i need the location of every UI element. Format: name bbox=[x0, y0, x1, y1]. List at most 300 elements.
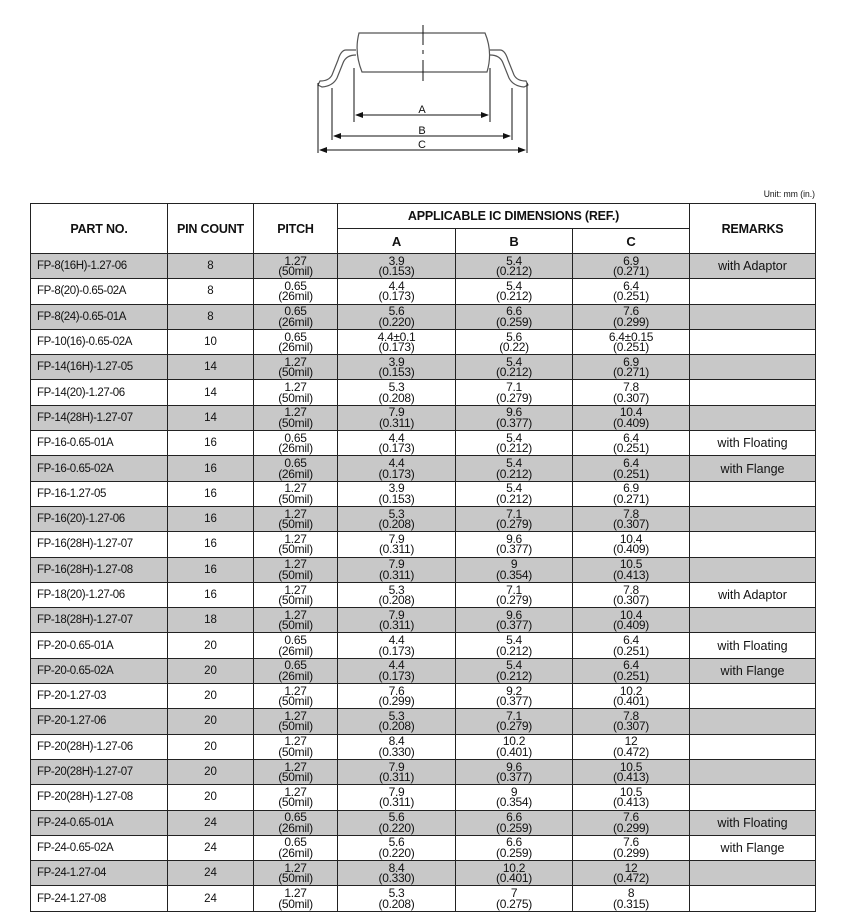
table-row bbox=[31, 506, 816, 531]
dimension-c-cell-inch: (0.409) bbox=[613, 542, 649, 557]
dimension-a-cell-mm: 4.4 bbox=[388, 633, 405, 648]
dimension-b-cell bbox=[456, 456, 573, 481]
dimension-label-c: C bbox=[418, 139, 426, 151]
dimension-a-cell-inch: (0.153) bbox=[378, 491, 415, 506]
remarks-cell: with Flange bbox=[690, 835, 816, 860]
dimension-c-cell bbox=[573, 279, 690, 304]
dimension-b-cell-inch: (0.212) bbox=[496, 441, 532, 456]
dimension-c-cell-mm: 7.6 bbox=[623, 810, 639, 825]
pitch-cell-inch: (50mil) bbox=[278, 871, 313, 886]
dimension-b-cell-inch: (0.279) bbox=[496, 719, 532, 734]
pitch-cell-inch: (50mil) bbox=[278, 390, 313, 405]
dimension-a-cell bbox=[338, 861, 456, 886]
dimension-c-cell-inch: (0.251) bbox=[613, 340, 649, 355]
table-body bbox=[31, 254, 816, 912]
dimension-c-cell-inch: (0.307) bbox=[613, 719, 649, 734]
pin-count-cell: 14 bbox=[168, 405, 254, 430]
dimension-b-cell-mm: 10.2 bbox=[502, 860, 526, 875]
pitch-cell-mm: 0.65 bbox=[284, 633, 307, 648]
part-number-cell: FP-8(16H)-1.27-06 bbox=[31, 254, 168, 279]
dimension-c-cell-inch: (0.271) bbox=[613, 264, 649, 279]
dimension-a-cell-mm: 4.4 bbox=[388, 456, 405, 471]
dimension-b-cell-mm: 7.1 bbox=[506, 506, 522, 521]
part-number-cell: FP-20-0.65-01A bbox=[31, 633, 168, 658]
dimension-c-cell-inch: (0.299) bbox=[613, 845, 649, 860]
pin-count-cell: 8 bbox=[168, 254, 254, 279]
part-number-cell: FP-16(20)-1.27-06 bbox=[31, 506, 168, 531]
dimension-a-cell-inch: (0.311) bbox=[378, 567, 415, 582]
dimension-b-cell bbox=[456, 861, 573, 886]
table-row bbox=[31, 759, 816, 784]
dimension-a-cell-inch: (0.173) bbox=[378, 643, 415, 658]
dimension-b-cell bbox=[456, 557, 573, 582]
pitch-cell-inch: (26mil) bbox=[278, 441, 313, 456]
remarks-cell: with Adaptor bbox=[690, 254, 816, 279]
dimension-b-cell bbox=[456, 633, 573, 658]
dimension-b-cell bbox=[456, 608, 573, 633]
remarks-cell bbox=[690, 734, 816, 759]
table-row bbox=[31, 254, 816, 279]
pin-count-cell: 16 bbox=[168, 532, 254, 557]
dimension-b-cell-mm: 9.6 bbox=[506, 531, 522, 546]
dimension-b-cell-inch: (0.212) bbox=[496, 289, 532, 304]
dimension-c-cell-inch: (0.271) bbox=[613, 365, 649, 380]
part-number-cell: FP-18(20)-1.27-06 bbox=[31, 582, 168, 607]
table-row bbox=[31, 709, 816, 734]
dimension-b-cell bbox=[456, 658, 573, 683]
dimension-b-cell-mm: 6.6 bbox=[506, 304, 522, 319]
pitch-cell bbox=[254, 254, 338, 279]
dimension-b-cell-inch: (0.212) bbox=[496, 491, 532, 506]
dimension-c-cell bbox=[573, 532, 690, 557]
dimension-a-cell bbox=[338, 405, 456, 430]
dimension-a-cell-mm: 5.6 bbox=[388, 835, 405, 850]
dimension-b-cell-mm: 5.4 bbox=[506, 430, 522, 445]
part-number-cell: FP-8(20)-0.65-02A bbox=[31, 279, 168, 304]
pitch-cell-inch: (50mil) bbox=[278, 365, 313, 380]
remarks-cell bbox=[690, 355, 816, 380]
dimension-a-cell-inch: (0.311) bbox=[378, 795, 415, 810]
dimension-b-cell-inch: (0.354) bbox=[496, 567, 532, 582]
dimension-b-cell bbox=[456, 709, 573, 734]
dimension-a-cell-inch: (0.173) bbox=[378, 340, 415, 355]
part-number-cell: FP-16-0.65-01A bbox=[31, 431, 168, 456]
pitch-cell-inch: (26mil) bbox=[278, 820, 313, 835]
dimension-a-cell-inch: (0.173) bbox=[378, 466, 415, 481]
dimension-a-cell bbox=[338, 329, 456, 354]
pin-count-cell: 20 bbox=[168, 633, 254, 658]
dimension-b-cell-mm: 7 bbox=[510, 886, 518, 901]
dimension-a-cell bbox=[338, 481, 456, 506]
dimension-a-cell-mm: 4.4 bbox=[388, 430, 405, 445]
pin-count-cell: 24 bbox=[168, 861, 254, 886]
pin-count-cell: 20 bbox=[168, 759, 254, 784]
remarks-cell bbox=[690, 684, 816, 709]
dimension-a-cell-inch: (0.153) bbox=[378, 365, 415, 380]
dimension-c-cell-inch: (0.409) bbox=[613, 415, 649, 430]
dimension-c-cell bbox=[573, 380, 690, 405]
dimension-b-cell bbox=[456, 279, 573, 304]
dimension-a-cell-mm: 7.6 bbox=[388, 683, 405, 698]
part-number-cell: FP-24-0.65-02A bbox=[31, 835, 168, 860]
remarks-cell: with Floating bbox=[690, 431, 816, 456]
dimension-c-cell-mm: 7.6 bbox=[623, 304, 639, 319]
dimension-a-cell bbox=[338, 684, 456, 709]
dimension-b-cell-inch: (0.22) bbox=[499, 340, 529, 355]
pitch-cell-inch: (26mil) bbox=[278, 340, 313, 355]
pitch-cell bbox=[254, 810, 338, 835]
pitch-cell-mm: 0.65 bbox=[284, 278, 307, 293]
part-number-cell: FP-18(28H)-1.27-07 bbox=[31, 608, 168, 633]
dimension-b-cell bbox=[456, 532, 573, 557]
ic-package-diagram bbox=[0, 0, 844, 165]
dimension-b-cell-inch: (0.259) bbox=[496, 820, 532, 835]
dimension-b-cell-mm: 5.4 bbox=[506, 456, 522, 471]
dimension-c-cell-mm: 6.4 bbox=[623, 658, 639, 673]
dimension-b-cell-mm: 5.4 bbox=[506, 278, 522, 293]
dimension-a-cell-inch: (0.173) bbox=[378, 441, 415, 456]
pin-count-cell: 16 bbox=[168, 582, 254, 607]
pitch-cell bbox=[254, 279, 338, 304]
pitch-cell bbox=[254, 709, 338, 734]
dimension-b-cell-mm: 9 bbox=[510, 784, 518, 799]
dimension-a-cell bbox=[338, 582, 456, 607]
dimension-b-cell bbox=[456, 355, 573, 380]
dimension-b-cell-inch: (0.212) bbox=[496, 466, 532, 481]
pin-count-cell: 18 bbox=[168, 608, 254, 633]
table-row bbox=[31, 861, 816, 886]
pitch-cell-mm: 1.27 bbox=[284, 708, 307, 723]
pitch-cell-mm: 1.27 bbox=[284, 405, 307, 420]
dimension-a-cell bbox=[338, 532, 456, 557]
dimension-b-cell bbox=[456, 481, 573, 506]
remarks-cell bbox=[690, 481, 816, 506]
dimension-b-cell-mm: 9 bbox=[510, 557, 518, 572]
header-pitch: PITCH bbox=[254, 204, 338, 254]
dimension-c-cell bbox=[573, 456, 690, 481]
part-number-cell: FP-16(28H)-1.27-08 bbox=[31, 557, 168, 582]
dimension-a-cell-inch: (0.153) bbox=[378, 264, 415, 279]
part-number-cell: FP-20-1.27-06 bbox=[31, 709, 168, 734]
dimension-b-cell bbox=[456, 304, 573, 329]
pitch-cell-mm: 1.27 bbox=[284, 253, 307, 268]
dimension-b-cell bbox=[456, 329, 573, 354]
pitch-cell-mm: 1.27 bbox=[284, 354, 307, 369]
table-row bbox=[31, 608, 816, 633]
adapter-dimensions-table bbox=[30, 203, 816, 912]
pitch-cell-inch: (50mil) bbox=[278, 593, 313, 607]
dimension-a-cell-mm: 8.4 bbox=[388, 734, 405, 749]
dimension-b-cell-mm: 6.6 bbox=[506, 810, 522, 825]
remarks-cell bbox=[690, 608, 816, 633]
dimension-b-cell-mm: 5.4 bbox=[506, 633, 522, 648]
dimension-a-cell-mm: 3.9 bbox=[388, 481, 405, 496]
dimension-a-cell bbox=[338, 734, 456, 759]
dimension-a-cell-inch: (0.330) bbox=[378, 871, 415, 886]
pitch-cell-inch: (50mil) bbox=[278, 415, 313, 430]
dimension-a-cell-mm: 5.3 bbox=[388, 380, 405, 395]
remarks-cell bbox=[690, 532, 816, 557]
pitch-cell bbox=[254, 456, 338, 481]
dimension-b-cell-mm: 5.4 bbox=[506, 253, 522, 268]
pitch-cell-inch: (50mil) bbox=[278, 795, 313, 810]
dimension-a-cell-mm: 7.9 bbox=[388, 607, 405, 622]
dimension-a-cell-mm: 7.9 bbox=[388, 759, 405, 774]
part-number-cell: FP-14(20)-1.27-06 bbox=[31, 380, 168, 405]
dimension-c-cell-inch: (0.251) bbox=[613, 466, 649, 481]
dimension-b-cell-inch: (0.279) bbox=[496, 517, 532, 532]
pitch-cell-inch: (50mil) bbox=[278, 744, 313, 759]
header-c: C bbox=[573, 229, 690, 254]
table-row bbox=[31, 405, 816, 430]
part-number-cell: FP-16-1.27-05 bbox=[31, 481, 168, 506]
pin-count-cell: 20 bbox=[168, 709, 254, 734]
dimension-c-cell-inch: (0.315) bbox=[613, 896, 649, 911]
dimension-a-cell-inch: (0.311) bbox=[378, 542, 415, 557]
pitch-cell bbox=[254, 633, 338, 658]
dimension-c-cell-inch: (0.251) bbox=[613, 289, 649, 304]
dimension-b-cell-inch: (0.401) bbox=[496, 871, 532, 886]
dimension-c-cell-inch: (0.307) bbox=[613, 593, 649, 607]
header-part-no: PART NO. bbox=[31, 204, 168, 254]
dimension-a-cell-mm: 3.9 bbox=[388, 354, 405, 369]
pitch-cell bbox=[254, 506, 338, 531]
dimension-a-cell-mm: 3.9 bbox=[388, 253, 405, 268]
pitch-cell-mm: 0.65 bbox=[284, 430, 307, 445]
pitch-cell-mm: 1.27 bbox=[284, 582, 307, 597]
dimension-a-cell-inch: (0.299) bbox=[378, 694, 415, 709]
header-dimensions: APPLICABLE IC DIMENSIONS (REF.) bbox=[338, 204, 690, 229]
pitch-cell-inch: (50mil) bbox=[278, 567, 313, 582]
table-row bbox=[31, 886, 816, 911]
dimension-a-cell-mm: 5.6 bbox=[388, 304, 405, 319]
pitch-cell-inch: (50mil) bbox=[278, 542, 313, 557]
remarks-cell: with Adaptor bbox=[690, 582, 816, 607]
remarks-cell: with Flange bbox=[690, 658, 816, 683]
dimension-b-cell bbox=[456, 405, 573, 430]
dimension-b-cell bbox=[456, 785, 573, 810]
pitch-cell-mm: 1.27 bbox=[284, 380, 307, 395]
dimension-c-cell-inch: (0.271) bbox=[613, 491, 649, 506]
remarks-cell bbox=[690, 304, 816, 329]
pitch-cell-mm: 1.27 bbox=[284, 481, 307, 496]
dimension-label-b: B bbox=[418, 125, 426, 137]
dimension-c-cell-inch: (0.307) bbox=[613, 517, 649, 532]
dimension-c-cell bbox=[573, 405, 690, 430]
dimension-b-cell bbox=[456, 835, 573, 860]
pitch-cell bbox=[254, 405, 338, 430]
dimension-a-cell bbox=[338, 709, 456, 734]
dimension-a-cell-mm: 5.3 bbox=[388, 708, 405, 723]
dimension-c-cell bbox=[573, 658, 690, 683]
pitch-cell bbox=[254, 329, 338, 354]
dimension-c-cell-mm: 6.9 bbox=[623, 481, 639, 496]
dimension-a-cell bbox=[338, 759, 456, 784]
pitch-cell-mm: 1.27 bbox=[284, 683, 307, 698]
part-number-cell: FP-24-0.65-01A bbox=[31, 810, 168, 835]
pin-count-cell: 14 bbox=[168, 380, 254, 405]
remarks-cell bbox=[690, 785, 816, 810]
dimension-b-cell bbox=[456, 582, 573, 607]
dimension-b-cell-inch: (0.377) bbox=[496, 770, 532, 785]
dimension-c-cell-mm: 6.4 bbox=[623, 633, 639, 648]
pitch-cell bbox=[254, 861, 338, 886]
table-row bbox=[31, 431, 816, 456]
dimension-b-cell bbox=[456, 431, 573, 456]
part-number-cell: FP-8(24)-0.65-01A bbox=[31, 304, 168, 329]
remarks-cell bbox=[690, 886, 816, 911]
dimension-b-cell-inch: (0.259) bbox=[496, 845, 532, 860]
pin-count-cell: 20 bbox=[168, 785, 254, 810]
part-number-cell: FP-24-1.27-08 bbox=[31, 886, 168, 911]
pitch-cell bbox=[254, 380, 338, 405]
dimension-c-cell bbox=[573, 785, 690, 810]
table-row bbox=[31, 532, 816, 557]
part-number-cell: FP-14(28H)-1.27-07 bbox=[31, 405, 168, 430]
dimension-c-cell-mm: 6.9 bbox=[623, 354, 639, 369]
dimension-a-cell-inch: (0.220) bbox=[378, 845, 415, 860]
pitch-cell bbox=[254, 304, 338, 329]
pitch-cell-mm: 1.27 bbox=[284, 759, 307, 774]
dimension-a-cell-mm: 5.3 bbox=[388, 582, 405, 597]
table-row bbox=[31, 582, 816, 607]
dimension-b-cell-inch: (0.212) bbox=[496, 264, 532, 279]
dimension-c-cell-mm: 10.4 bbox=[619, 607, 643, 622]
pitch-cell-mm: 1.27 bbox=[284, 607, 307, 622]
pitch-cell-inch: (26mil) bbox=[278, 314, 313, 329]
part-number-cell: FP-16(28H)-1.27-07 bbox=[31, 532, 168, 557]
pitch-cell-inch: (50mil) bbox=[278, 896, 313, 911]
part-number-cell: FP-20-1.27-03 bbox=[31, 684, 168, 709]
dimension-c-cell bbox=[573, 684, 690, 709]
pitch-cell bbox=[254, 785, 338, 810]
dimension-b-cell bbox=[456, 886, 573, 911]
dimension-b-cell-mm: 5.6 bbox=[506, 329, 522, 344]
pitch-cell-mm: 1.27 bbox=[284, 860, 307, 875]
dimension-c-cell-inch: (0.401) bbox=[613, 694, 649, 709]
dimension-c-cell-inch: (0.307) bbox=[613, 390, 649, 405]
pitch-cell-mm: 1.27 bbox=[284, 557, 307, 572]
dimension-a-cell bbox=[338, 456, 456, 481]
dimension-a-cell bbox=[338, 810, 456, 835]
pitch-cell-inch: (50mil) bbox=[278, 491, 313, 506]
dimension-c-cell bbox=[573, 633, 690, 658]
dimension-c-cell-inch: (0.299) bbox=[613, 314, 649, 329]
dimension-a-cell-mm: 5.6 bbox=[388, 810, 405, 825]
pitch-cell-mm: 1.27 bbox=[284, 784, 307, 799]
dimension-c-cell bbox=[573, 431, 690, 456]
header-a: A bbox=[338, 229, 456, 254]
pin-count-cell: 8 bbox=[168, 279, 254, 304]
dimension-c-cell-inch: (0.251) bbox=[613, 441, 649, 456]
dimension-c-cell-mm: 6.4 bbox=[623, 430, 639, 445]
pin-count-cell: 20 bbox=[168, 684, 254, 709]
table-row bbox=[31, 785, 816, 810]
dimension-c-cell bbox=[573, 329, 690, 354]
pin-count-cell: 16 bbox=[168, 431, 254, 456]
dimension-a-cell-inch: (0.173) bbox=[378, 668, 415, 683]
dimension-b-cell bbox=[456, 254, 573, 279]
dimension-c-cell-mm: 12 bbox=[624, 734, 638, 749]
dimension-a-cell bbox=[338, 658, 456, 683]
dimension-b-cell-mm: 5.4 bbox=[506, 354, 522, 369]
dimension-a-cell bbox=[338, 254, 456, 279]
pitch-cell-inch: (50mil) bbox=[278, 770, 313, 785]
remarks-cell bbox=[690, 279, 816, 304]
pin-count-cell: 14 bbox=[168, 355, 254, 380]
dimension-b-cell bbox=[456, 734, 573, 759]
pin-count-cell: 24 bbox=[168, 835, 254, 860]
part-number-cell: FP-16-0.65-02A bbox=[31, 456, 168, 481]
dimension-b-cell bbox=[456, 810, 573, 835]
pitch-cell-mm: 1.27 bbox=[284, 531, 307, 546]
pitch-cell-inch: (50mil) bbox=[278, 517, 313, 532]
dimension-c-cell-mm: 12 bbox=[624, 860, 638, 875]
dimension-c-cell-mm: 10.5 bbox=[619, 557, 643, 572]
table-row bbox=[31, 835, 816, 860]
pitch-cell-inch: (50mil) bbox=[278, 694, 313, 709]
table-row bbox=[31, 684, 816, 709]
part-number-cell: FP-24-1.27-04 bbox=[31, 861, 168, 886]
pitch-cell-mm: 0.65 bbox=[284, 810, 307, 825]
dimension-a-cell-inch: (0.208) bbox=[378, 517, 415, 532]
dimension-b-cell-mm: 7.1 bbox=[506, 582, 522, 597]
dimension-a-cell-inch: (0.208) bbox=[378, 593, 415, 607]
dimension-b-cell-inch: (0.401) bbox=[496, 744, 532, 759]
dimension-a-cell-inch: (0.208) bbox=[378, 390, 415, 405]
dimension-c-cell bbox=[573, 861, 690, 886]
dimension-c-cell bbox=[573, 582, 690, 607]
dimension-c-cell-mm: 10.5 bbox=[619, 784, 643, 799]
dimension-c-cell-mm: 6.9 bbox=[623, 253, 639, 268]
dimension-b-cell bbox=[456, 506, 573, 531]
dimension-a-cell bbox=[338, 557, 456, 582]
dimension-c-cell-inch: (0.413) bbox=[613, 770, 649, 785]
pitch-cell-inch: (26mil) bbox=[278, 289, 313, 304]
dimension-c-cell-mm: 10.4 bbox=[619, 405, 643, 420]
pitch-cell bbox=[254, 557, 338, 582]
dimension-b-cell bbox=[456, 380, 573, 405]
pitch-cell bbox=[254, 759, 338, 784]
pitch-cell-mm: 1.27 bbox=[284, 734, 307, 749]
dimension-b-cell-inch: (0.377) bbox=[496, 618, 532, 633]
pin-count-cell: 16 bbox=[168, 456, 254, 481]
dimension-b-cell-inch: (0.212) bbox=[496, 643, 532, 658]
dimension-b-cell-mm: 7.1 bbox=[506, 380, 522, 395]
dimension-a-cell-inch: (0.220) bbox=[378, 314, 415, 329]
remarks-cell bbox=[690, 861, 816, 886]
pin-count-cell: 10 bbox=[168, 329, 254, 354]
dimension-b-cell-inch: (0.377) bbox=[496, 694, 532, 709]
dimension-c-cell-inch: (0.251) bbox=[613, 643, 649, 658]
dimension-a-cell bbox=[338, 886, 456, 911]
dimension-a-cell bbox=[338, 304, 456, 329]
dimension-c-cell-inch: (0.409) bbox=[613, 618, 649, 633]
part-number-cell: FP-20-0.65-02A bbox=[31, 658, 168, 683]
dimension-b-cell-inch: (0.212) bbox=[496, 365, 532, 380]
unit-note: Unit: mm (in.) bbox=[763, 189, 815, 200]
pitch-cell bbox=[254, 582, 338, 607]
pitch-cell-inch: (50mil) bbox=[278, 719, 313, 734]
dimension-c-cell bbox=[573, 608, 690, 633]
remarks-cell bbox=[690, 557, 816, 582]
dimension-c-cell-mm: 6.4 bbox=[623, 278, 639, 293]
dimension-c-cell-mm: 7.8 bbox=[623, 708, 639, 723]
table-row bbox=[31, 456, 816, 481]
remarks-cell bbox=[690, 759, 816, 784]
pin-count-cell: 24 bbox=[168, 886, 254, 911]
dimension-c-cell bbox=[573, 355, 690, 380]
